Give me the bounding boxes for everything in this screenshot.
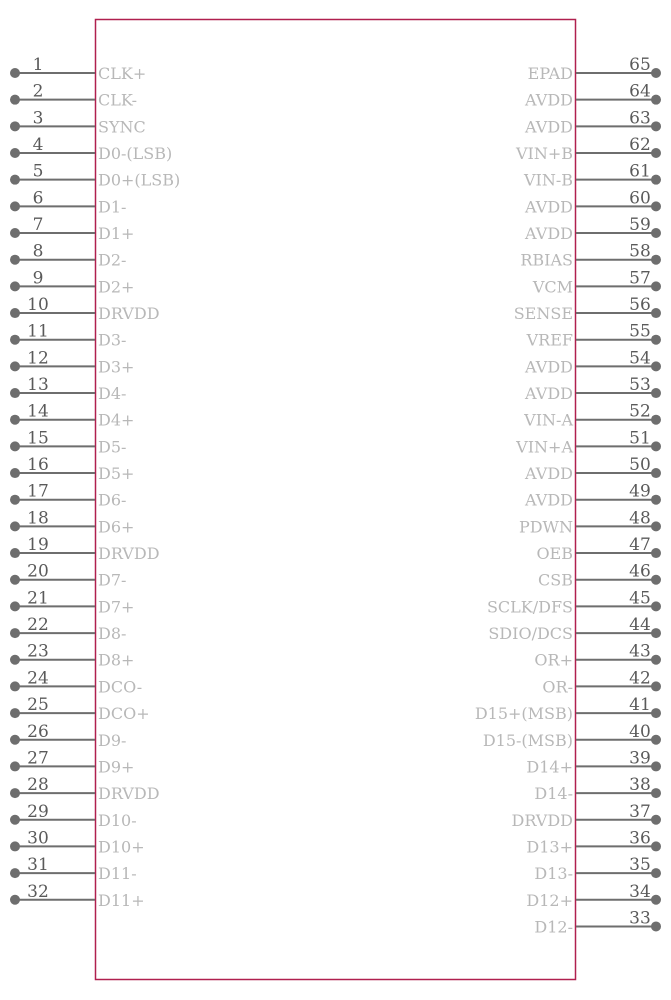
pin-name-label: D11+ — [98, 890, 145, 910]
pin-name-label: CLK- — [98, 90, 138, 110]
pin-terminal-dot — [651, 361, 661, 371]
pin-name-label: SCLK/DFS — [486, 597, 573, 617]
pin-number: 47 — [629, 535, 651, 556]
pin-name-label: VIN+B — [515, 144, 573, 164]
pin-number: 4 — [32, 135, 44, 156]
pin-number: 20 — [27, 561, 49, 582]
pin-name-label: VIN-B — [523, 170, 573, 190]
right-pin-48 — [519, 508, 661, 536]
left-pin-23 — [10, 642, 134, 670]
pin-terminal-dot — [651, 441, 661, 451]
pin-terminal-dot — [651, 68, 661, 78]
left-pin-21 — [10, 588, 134, 616]
pin-name-label: DCO+ — [98, 704, 150, 724]
pin-terminal-dot — [10, 95, 20, 105]
right-pin-46 — [538, 562, 661, 590]
pin-terminal-dot — [10, 148, 20, 158]
pin-name-label: D13- — [534, 864, 573, 884]
right-pin-59 — [524, 215, 661, 243]
pin-number: 30 — [27, 828, 49, 849]
pin-number: 43 — [629, 641, 651, 662]
pin-terminal-dot — [10, 601, 20, 611]
pin-name-label: D3- — [98, 330, 127, 350]
left-pin-29 — [10, 802, 137, 830]
pin-terminal-dot — [10, 495, 20, 505]
pin-number: 18 — [27, 508, 49, 529]
right-pin-56 — [514, 295, 661, 323]
right-pin-43 — [534, 642, 661, 670]
pin-number: 6 — [32, 188, 44, 209]
pin-terminal-dot — [10, 201, 20, 211]
pin-number: 31 — [27, 855, 49, 876]
pin-terminal-dot — [651, 921, 661, 931]
left-pin-22 — [10, 615, 126, 643]
pin-terminal-dot — [10, 895, 20, 905]
left-pin-7 — [10, 215, 134, 243]
pin-name-label: OR+ — [534, 650, 573, 670]
pin-number: 22 — [27, 615, 49, 636]
pin-terminal-dot — [651, 735, 661, 745]
pin-name-label: D0+(LSB) — [98, 170, 181, 190]
left-pin-10 — [10, 295, 160, 323]
pin-name-label: CLK+ — [98, 64, 147, 83]
right-pin-45 — [487, 588, 661, 616]
pin-name-label: D5- — [98, 437, 127, 457]
right-pin-40 — [483, 722, 661, 750]
pin-terminal-dot — [651, 308, 661, 318]
pin-number: 60 — [629, 188, 651, 209]
pin-name-label: AVDD — [525, 117, 573, 137]
pin-terminal-dot — [651, 121, 661, 131]
pin-number: 39 — [629, 748, 651, 769]
pin-name-label: VIN+A — [516, 437, 573, 457]
pin-number: 46 — [629, 561, 651, 582]
pin-number: 55 — [629, 321, 651, 342]
pin-terminal-dot — [10, 388, 20, 398]
pin-number: 29 — [27, 801, 49, 822]
pin-number: 17 — [27, 481, 49, 502]
left-pin-6 — [10, 188, 126, 216]
pin-terminal-dot — [10, 415, 20, 425]
pin-terminal-dot — [10, 521, 20, 531]
pin-terminal-dot — [651, 148, 661, 158]
pin-number: 3 — [32, 108, 44, 129]
right-pin-42 — [542, 668, 661, 696]
pin-terminal-dot — [10, 815, 20, 825]
right-pin-57 — [532, 268, 661, 296]
pin-number: 36 — [629, 828, 651, 849]
right-pin-38 — [534, 775, 661, 803]
pin-terminal-dot — [10, 441, 20, 451]
pin-terminal-dot — [651, 415, 661, 425]
left-pin-9 — [10, 268, 134, 296]
pin-name-label: OR- — [542, 677, 573, 697]
pin-name-label: AVDD — [525, 197, 573, 217]
pin-terminal-dot — [10, 735, 20, 745]
right-pin-60 — [524, 188, 661, 216]
left-pin-24 — [10, 668, 142, 696]
right-pin-49 — [524, 482, 661, 510]
pin-name-label: D13+ — [526, 837, 573, 857]
pin-number: 34 — [629, 881, 651, 902]
left-pin-11 — [10, 322, 126, 350]
left-pin-12 — [10, 348, 134, 376]
pin-number: 61 — [629, 161, 651, 182]
pin-name-label: D7- — [98, 570, 127, 590]
right-pin-62 — [515, 135, 661, 163]
right-pin-34 — [526, 882, 661, 910]
pin-number: 23 — [27, 641, 49, 662]
pin-number: 52 — [629, 401, 651, 422]
pin-number: 65 — [629, 55, 651, 75]
pin-number: 41 — [629, 695, 651, 716]
left-pin-13 — [10, 375, 126, 403]
pin-name-label: D12+ — [526, 890, 573, 910]
pin-terminal-dot — [10, 308, 20, 318]
pin-terminal-dot — [651, 495, 661, 505]
right-pin-54 — [524, 348, 661, 376]
pin-number: 50 — [629, 455, 651, 476]
left-pin-26 — [10, 722, 126, 750]
pin-name-label: CSB — [538, 570, 573, 590]
pin-terminal-dot — [651, 681, 661, 691]
pin-number: 13 — [27, 375, 49, 396]
pin-terminal-dot — [10, 175, 20, 185]
pin-name-label: DCO- — [98, 677, 143, 697]
pin-terminal-dot — [10, 335, 20, 345]
right-pin-41 — [475, 695, 661, 723]
pin-name-label: D10- — [98, 810, 137, 830]
pin-name-label: D2- — [98, 250, 127, 270]
pin-number: 28 — [27, 775, 49, 796]
pin-name-label: VCM — [532, 277, 573, 297]
pin-number: 19 — [27, 535, 49, 556]
left-pin-14 — [10, 402, 134, 430]
left-pin-19 — [10, 535, 160, 563]
pin-terminal-dot — [10, 868, 20, 878]
right-pin-63 — [524, 108, 661, 136]
left-pin-18 — [10, 508, 134, 536]
pin-terminal-dot — [10, 228, 20, 238]
right-pin-36 — [526, 828, 661, 856]
pin-number: 59 — [629, 215, 651, 236]
pin-terminal-dot — [651, 761, 661, 771]
pin-number: 40 — [629, 721, 651, 742]
pin-number: 11 — [27, 321, 49, 342]
pin-terminal-dot — [10, 548, 20, 558]
left-pin-25 — [10, 695, 150, 723]
pin-number: 24 — [27, 668, 49, 689]
pin-name-label: D8+ — [98, 650, 135, 670]
pin-name-label: D3+ — [98, 357, 135, 377]
right-pin-52 — [523, 402, 661, 430]
pin-terminal-dot — [651, 468, 661, 478]
pin-terminal-dot — [10, 788, 20, 798]
left-pin-16 — [10, 455, 134, 483]
pin-name-label: AVDD — [525, 464, 573, 484]
left-pin-20 — [10, 562, 126, 590]
left-pin-28 — [10, 775, 160, 803]
right-pin-44 — [488, 615, 661, 643]
pin-number: 16 — [27, 455, 49, 476]
pin-terminal-dot — [651, 335, 661, 345]
left-pin-1 — [10, 55, 146, 83]
pin-number: 49 — [629, 481, 651, 502]
pin-name-label: DRVDD — [98, 544, 160, 564]
right-pin-64 — [524, 82, 661, 110]
left-pin-30 — [10, 828, 145, 856]
pin-name-label: DRVDD — [98, 304, 160, 324]
pin-number: 2 — [32, 81, 44, 102]
pin-name-label: SDIO/DCS — [488, 624, 573, 644]
pin-number: 32 — [27, 881, 49, 902]
pin-terminal-dot — [651, 575, 661, 585]
pin-name-label: D9- — [98, 730, 127, 750]
pin-number: 44 — [629, 615, 651, 636]
pin-number: 63 — [629, 108, 651, 129]
pin-name-label: D1+ — [98, 224, 135, 244]
pin-number: 56 — [629, 295, 651, 316]
pin-name-label: D2+ — [98, 277, 135, 297]
pin-terminal-dot — [651, 788, 661, 798]
pin-terminal-dot — [10, 655, 20, 665]
pin-terminal-dot — [10, 468, 20, 478]
pin-number: 26 — [27, 721, 49, 742]
pin-terminal-dot — [651, 815, 661, 825]
pin-name-label: D6+ — [98, 517, 135, 537]
pin-name-label: D1- — [98, 197, 127, 217]
pin-name-label: RBIAS — [520, 250, 573, 270]
pin-number: 62 — [629, 135, 651, 156]
right-pin-61 — [523, 162, 661, 190]
right-pin-group — [475, 55, 661, 936]
pin-name-label: EPAD — [527, 64, 573, 83]
pin-name-label: AVDD — [525, 357, 573, 377]
pin-name-label: AVDD — [525, 384, 573, 404]
pin-terminal-dot — [10, 255, 20, 265]
pin-number: 64 — [629, 81, 651, 102]
pin-terminal-dot — [10, 841, 20, 851]
pin-name-label: AVDD — [525, 90, 573, 110]
pin-name-label: D5+ — [98, 464, 135, 484]
pin-name-label: AVDD — [525, 490, 573, 510]
pin-terminal-dot — [10, 121, 20, 131]
pin-name-label: DRVDD — [511, 810, 573, 830]
left-pin-4 — [10, 135, 172, 163]
pin-number: 42 — [629, 668, 651, 689]
pin-terminal-dot — [651, 255, 661, 265]
pin-name-label: D12- — [534, 917, 573, 937]
pin-number: 37 — [629, 801, 651, 822]
pin-terminal-dot — [651, 281, 661, 291]
pin-terminal-dot — [651, 895, 661, 905]
pin-number: 1 — [32, 55, 44, 75]
pin-name-label: VREF — [526, 330, 573, 350]
left-pin-17 — [10, 482, 126, 510]
pin-number: 33 — [629, 908, 651, 929]
pin-name-label: D10+ — [98, 837, 145, 857]
pin-name-label: D7+ — [98, 597, 135, 617]
pin-terminal-dot — [10, 68, 20, 78]
pin-name-label: OEB — [536, 544, 573, 564]
right-pin-37 — [511, 802, 661, 830]
pin-number: 10 — [27, 295, 49, 316]
pin-number: 27 — [27, 748, 49, 769]
pin-number: 14 — [27, 401, 49, 422]
right-pin-39 — [526, 748, 661, 776]
pin-number: 5 — [32, 161, 44, 182]
pin-terminal-dot — [651, 548, 661, 558]
left-pin-32 — [10, 882, 145, 910]
left-pin-27 — [10, 748, 134, 776]
pin-terminal-dot — [651, 95, 661, 105]
pin-name-label: D14+ — [526, 757, 573, 777]
right-pin-55 — [526, 322, 661, 350]
pin-name-label: PDWN — [518, 517, 573, 537]
pin-terminal-dot — [651, 521, 661, 531]
pin-number: 53 — [629, 375, 651, 396]
pin-terminal-dot — [10, 361, 20, 371]
left-pin-15 — [10, 428, 126, 456]
right-pin-65 — [528, 55, 661, 83]
pin-number: 9 — [32, 268, 44, 289]
pin-terminal-dot — [651, 708, 661, 718]
pin-terminal-dot — [10, 628, 20, 638]
left-pin-31 — [10, 855, 137, 883]
pin-name-label: D14- — [534, 784, 573, 804]
pin-terminal-dot — [10, 281, 20, 291]
pin-name-label: DRVDD — [98, 784, 160, 804]
right-pin-33 — [534, 908, 661, 936]
pin-terminal-dot — [651, 841, 661, 851]
right-pin-35 — [534, 855, 661, 883]
pin-terminal-dot — [10, 761, 20, 771]
pin-terminal-dot — [651, 388, 661, 398]
pin-terminal-dot — [651, 868, 661, 878]
ic-body-outline — [96, 20, 576, 980]
pin-name-label: AVDD — [525, 224, 573, 244]
pin-terminal-dot — [10, 681, 20, 691]
pin-number: 21 — [27, 588, 49, 609]
pin-number: 54 — [629, 348, 651, 369]
pin-name-label: VIN-A — [524, 410, 573, 430]
pin-number: 25 — [27, 695, 49, 716]
pin-number: 48 — [629, 508, 651, 529]
pin-terminal-dot — [10, 708, 20, 718]
right-pin-50 — [524, 455, 661, 483]
pin-name-label: D8- — [98, 624, 127, 644]
pin-terminal-dot — [651, 655, 661, 665]
right-pin-47 — [536, 535, 661, 563]
pin-number: 38 — [629, 775, 651, 796]
pin-name-label: D9+ — [98, 757, 135, 777]
pin-number: 45 — [629, 588, 651, 609]
pin-number: 15 — [27, 428, 49, 449]
pin-name-label: D15-(MSB) — [482, 730, 573, 750]
pin-terminal-dot — [651, 228, 661, 238]
pin-number: 12 — [27, 348, 49, 369]
left-pin-8 — [10, 242, 126, 270]
pin-terminal-dot — [651, 601, 661, 611]
right-pin-53 — [524, 375, 661, 403]
pin-name-label: D4+ — [98, 410, 135, 430]
pin-number: 8 — [32, 241, 44, 262]
pin-name-label: D4- — [98, 384, 127, 404]
pin-number: 7 — [32, 215, 44, 236]
pin-name-label: D11- — [98, 864, 137, 884]
left-pin-3 — [10, 108, 146, 136]
pin-name-label: D6- — [98, 490, 127, 510]
pin-number: 58 — [629, 241, 651, 262]
pin-terminal-dot — [651, 175, 661, 185]
pin-terminal-dot — [10, 575, 20, 585]
pin-number: 35 — [629, 855, 651, 876]
right-pin-58 — [520, 242, 661, 270]
pin-name-label: SYNC — [98, 117, 146, 137]
pin-name-label: SENSE — [513, 304, 573, 324]
right-pin-51 — [515, 428, 661, 456]
pin-number: 57 — [629, 268, 651, 289]
pin-number: 51 — [629, 428, 651, 449]
pin-name-label: D15+(MSB) — [474, 704, 573, 724]
pin-terminal-dot — [651, 201, 661, 211]
left-pin-2 — [10, 82, 137, 110]
pin-terminal-dot — [651, 628, 661, 638]
pin-name-label: D0-(LSB) — [98, 144, 173, 164]
